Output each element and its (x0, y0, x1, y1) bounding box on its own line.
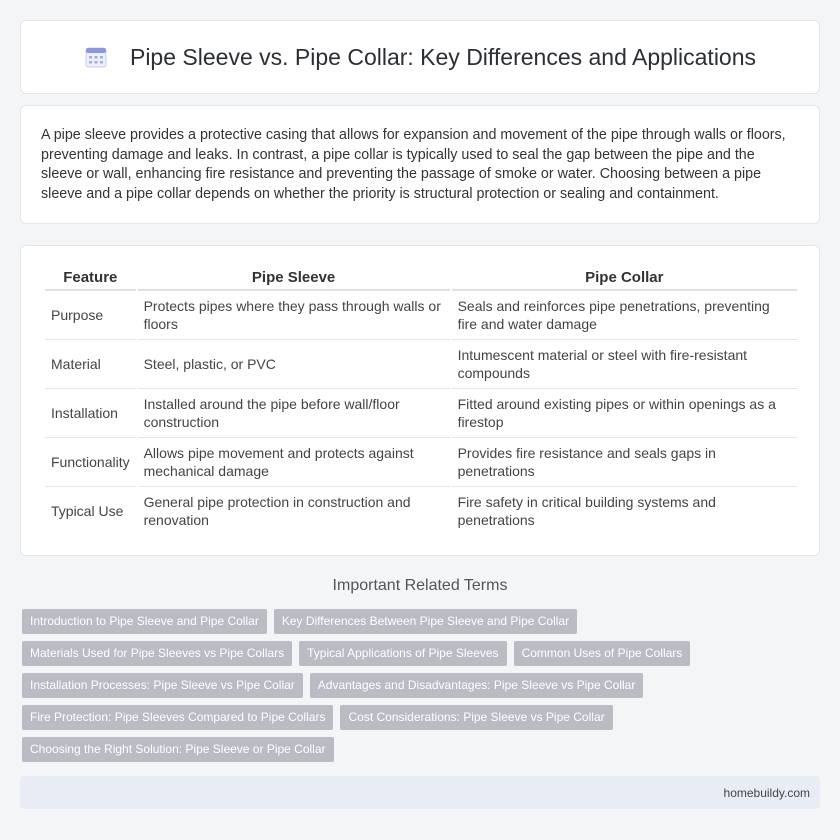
related-terms-tags (22, 609, 822, 769)
tag-row (22, 609, 822, 634)
related-term-tag[interactable]: Materials Used for Pipe Sleeves vs Pipe Collars (22, 641, 292, 666)
calendar-icon (84, 45, 108, 69)
intro-paragraph: A pipe sleeve provides a protective casing that allows for expansion and movement of the pipe through walls or floors, preventing damage and leaks. In contrast, a pipe collar is typically used to seal the gap between the pipe and the sleeve or wall, enhancing fire resistance and preventing the passage of smoke or water. Choosing between a pipe sleeve and a pipe collar depends on whether the priority is structural protection or sealing and containment. (41, 127, 786, 202)
tag-row (22, 705, 822, 730)
related-term-tag[interactable]: Installation Processes: Pipe Sleeve vs Pipe Collar (22, 673, 303, 698)
footer (20, 776, 820, 809)
row-pipe-sleeve: Steel, plastic, or PVC (138, 339, 450, 388)
table-header-row (45, 264, 797, 290)
header-pipe-sleeve: Pipe Sleeve (138, 264, 450, 290)
row-pipe-collar: Fire safety in critical building systems and penetrations (452, 486, 797, 535)
related-terms-title: Important Related Terms (332, 577, 508, 594)
row-feature: Installation (45, 388, 136, 437)
row-pipe-collar: Seals and reinforces pipe penetrations, preventing fire and water damage (452, 290, 797, 339)
tag-row (22, 641, 822, 666)
table-row (45, 388, 797, 437)
header-pipe-collar: Pipe Collar (452, 264, 797, 290)
table-row (45, 486, 797, 535)
comparison-table (43, 264, 799, 535)
row-feature: Functionality (45, 437, 136, 486)
row-feature: Typical Use (45, 486, 136, 535)
row-pipe-sleeve: Allows pipe movement and protects against mechanical damage (138, 437, 450, 486)
intro-section (20, 105, 820, 224)
related-term-tag[interactable]: Common Uses of Pipe Collars (514, 641, 691, 666)
row-pipe-collar: Provides fire resistance and seals gaps in penetrations (452, 437, 797, 486)
footer-site-link[interactable]: homebuildy.com (723, 786, 810, 800)
row-pipe-sleeve: Installed around the pipe before wall/floor construction (138, 388, 450, 437)
page-title: Pipe Sleeve vs. Pipe Collar: Key Differences and Applications (129, 43, 757, 70)
row-pipe-collar: Intumescent material or steel with fire-resistant compounds (452, 339, 797, 388)
related-term-tag[interactable]: Advantages and Disadvantages: Pipe Sleeve vs Pipe Collar (310, 673, 644, 698)
row-pipe-collar: Fitted around existing pipes or within openings as a firestop (452, 388, 797, 437)
table-row (45, 437, 797, 486)
related-term-tag[interactable]: Fire Protection: Pipe Sleeves Compared to Pipe Collars (22, 705, 333, 730)
table-row (45, 339, 797, 388)
tag-row (22, 673, 822, 698)
page-header (20, 20, 820, 94)
table-row (45, 290, 797, 339)
related-term-tag[interactable]: Cost Considerations: Pipe Sleeve vs Pipe Collar (340, 705, 612, 730)
row-feature: Material (45, 339, 136, 388)
comparison-table-card (20, 245, 820, 556)
row-pipe-sleeve: General pipe protection in construction and renovation (138, 486, 450, 535)
related-term-tag[interactable]: Key Differences Between Pipe Sleeve and Pipe Collar (274, 609, 577, 634)
row-feature: Purpose (45, 290, 136, 339)
related-term-tag[interactable]: Choosing the Right Solution: Pipe Sleeve or Pipe Collar (22, 737, 334, 762)
related-term-tag[interactable]: Introduction to Pipe Sleeve and Pipe Collar (22, 609, 267, 634)
related-term-tag[interactable]: Typical Applications of Pipe Sleeves (299, 641, 506, 666)
header-feature: Feature (45, 264, 136, 290)
tag-row (22, 737, 822, 762)
row-pipe-sleeve: Protects pipes where they pass through walls or floors (138, 290, 450, 339)
